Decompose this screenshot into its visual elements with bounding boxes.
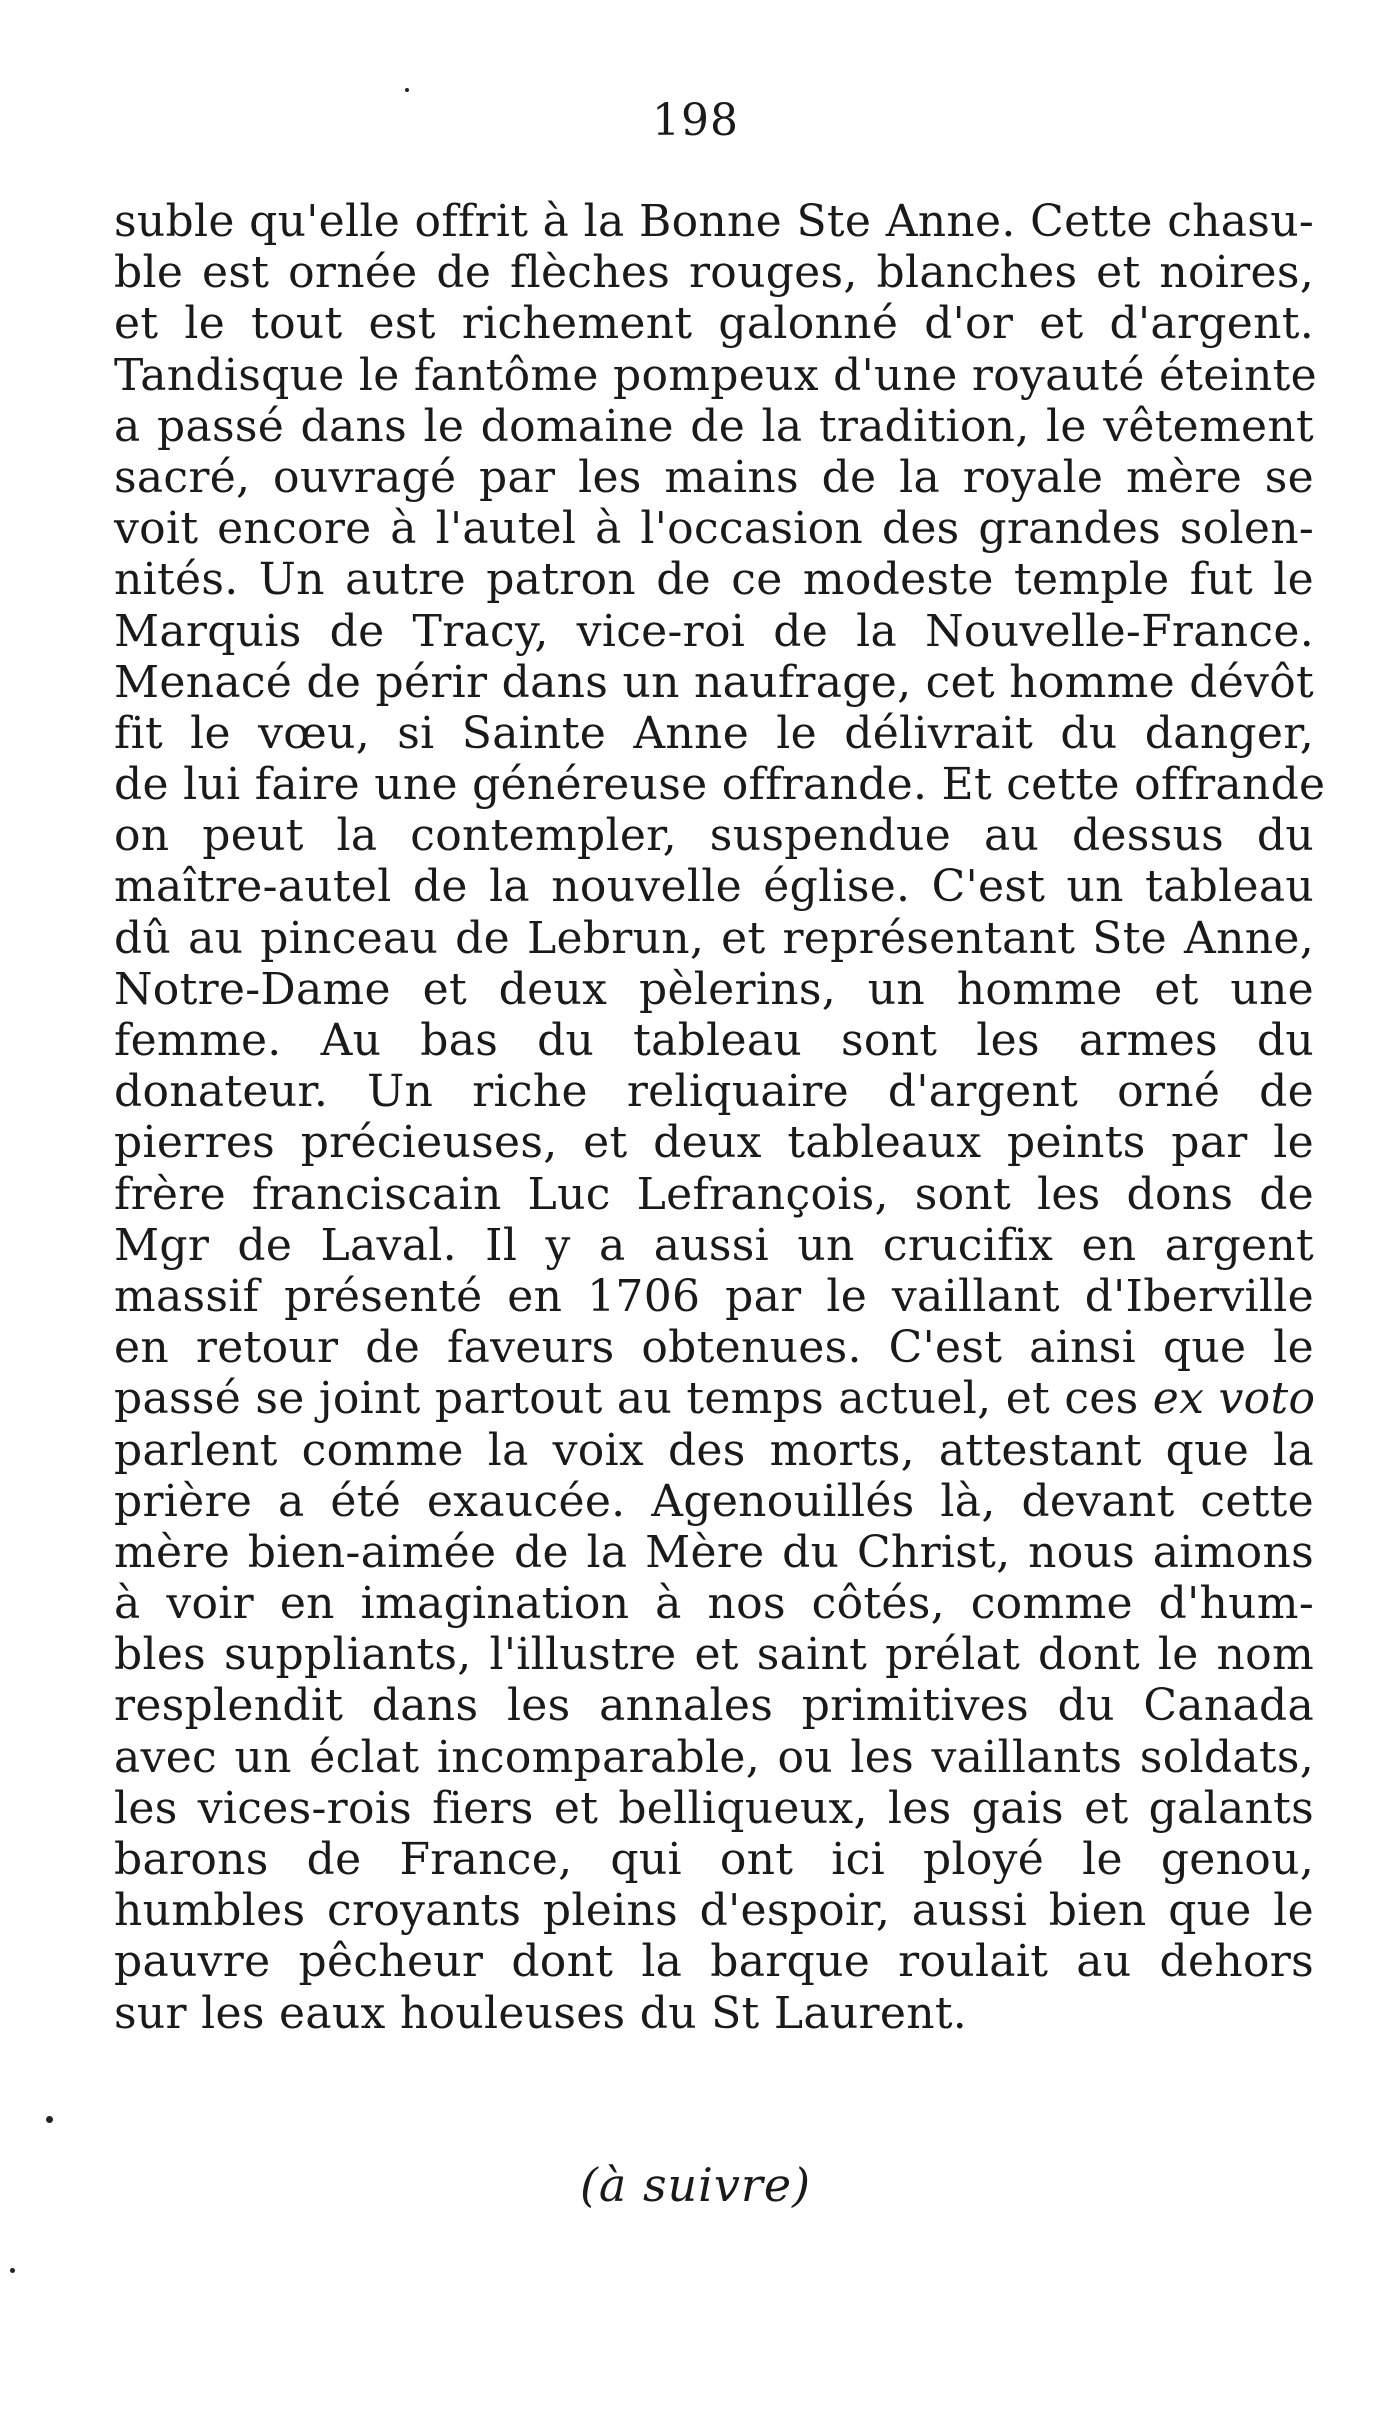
body-text: [114, 196, 1326, 2039]
text-line: avec un éclat incomparable, ou les vaillants soldats,: [114, 1731, 1314, 1783]
text-line: barons de France, qui ont ici ployé le genou,: [114, 1834, 1314, 1885]
page-number: 198: [652, 95, 739, 146]
text-line: voit encore à l'autel à l'occasion des grandes solen-: [114, 503, 1314, 555]
print-speck: [46, 2116, 53, 2123]
text-line: sur les eaux houleuses du St Laurent.: [114, 1987, 968, 2039]
text-line: frère franciscain Luc Lefrançois, sont les dons de: [114, 1168, 1314, 1220]
text-line: parlent comme la voix des morts, attestant que la: [114, 1424, 1314, 1476]
text-line: donateur. Un riche reliquaire d'argent orné de: [114, 1066, 1314, 1118]
text-line: femme. Au bas du tableau sont les armes du: [114, 1015, 1314, 1066]
text-line: Menacé de périr dans un naufrage, cet homme dévôt: [114, 656, 1315, 708]
text-line: maître-autel de la nouvelle église. C'est un tableau: [114, 861, 1314, 913]
text-line: ble est ornée de flèches rouges, blanches et noires,: [114, 247, 1314, 299]
text-line: Marquis de Tracy, vice-roi de la Nouvelle-France.: [114, 605, 1314, 657]
text-line: bles suppliants, l'illustre et saint prélat dont le nom: [114, 1629, 1314, 1681]
text-line: humbles croyants pleins d'espoir, aussi bien que le: [114, 1885, 1314, 1937]
text-line-lead: passé se joint partout au temps actuel, et ces: [114, 1373, 1153, 1425]
continuation-note: (à suivre): [579, 2158, 812, 2212]
text-line: en retour de faveurs obtenues. C'est ainsi que le: [114, 1322, 1314, 1374]
text-line: massif présenté en 1706 par le vaillant d'Iberville: [114, 1270, 1314, 1322]
text-line: Mgr de Laval. Il y a aussi un crucifix en argent: [114, 1219, 1314, 1271]
print-speck: [405, 88, 409, 92]
text-line: les vices-rois fiers et belliqueux, les gais et galants: [114, 1782, 1314, 1834]
text-line: fit le vœu, si Sainte Anne le délivrait du danger,: [114, 707, 1314, 759]
text-line: Tandisque le fantôme pompeux d'une royauté éteinte: [114, 349, 1317, 401]
text-line: sacré, ouvragé par les mains de la royale mère se: [114, 451, 1314, 503]
text-line: nités. Un autre patron de ce modeste temple fut le: [114, 554, 1314, 606]
text-line: de lui faire une généreuse offrande. Et cette offrande: [114, 759, 1326, 811]
text-line: pauvre pêcheur dont la barque roulait au dehors: [114, 1936, 1314, 1988]
text-line: resplendit dans les annales primitives du Canada: [114, 1680, 1314, 1732]
text-line: a passé dans le domaine de la tradition, le vêtement: [114, 400, 1314, 452]
text-line: Notre-Dame et deux pèlerins, un homme et une: [114, 963, 1314, 1015]
text-line: prière a été exaucée. Agenouillés là, devant cette: [114, 1475, 1314, 1527]
text-line: suble qu'elle offrit à la Bonne Ste Anne. Cette chasu-: [114, 196, 1314, 247]
print-speck: [10, 2268, 15, 2273]
italic-ex-voto: ex voto: [1152, 1373, 1316, 1425]
text-line: pierres précieuses, et deux tableaux peints par le: [114, 1117, 1314, 1169]
text-line-with-italic: [114, 1373, 1314, 1424]
text-line: et le tout est richement galonné d'or et d'argent.: [114, 298, 1314, 350]
text-line: on peut la contempler, suspendue au dessus du: [114, 810, 1314, 862]
text-line: mère bien-aimée de la Mère du Christ, nous aimons: [114, 1526, 1314, 1578]
text-line: à voir en imagination à nos côtés, comme d'hum-: [114, 1578, 1314, 1630]
text-line: dû au pinceau de Lebrun, et représentant Ste Anne,: [114, 912, 1314, 964]
